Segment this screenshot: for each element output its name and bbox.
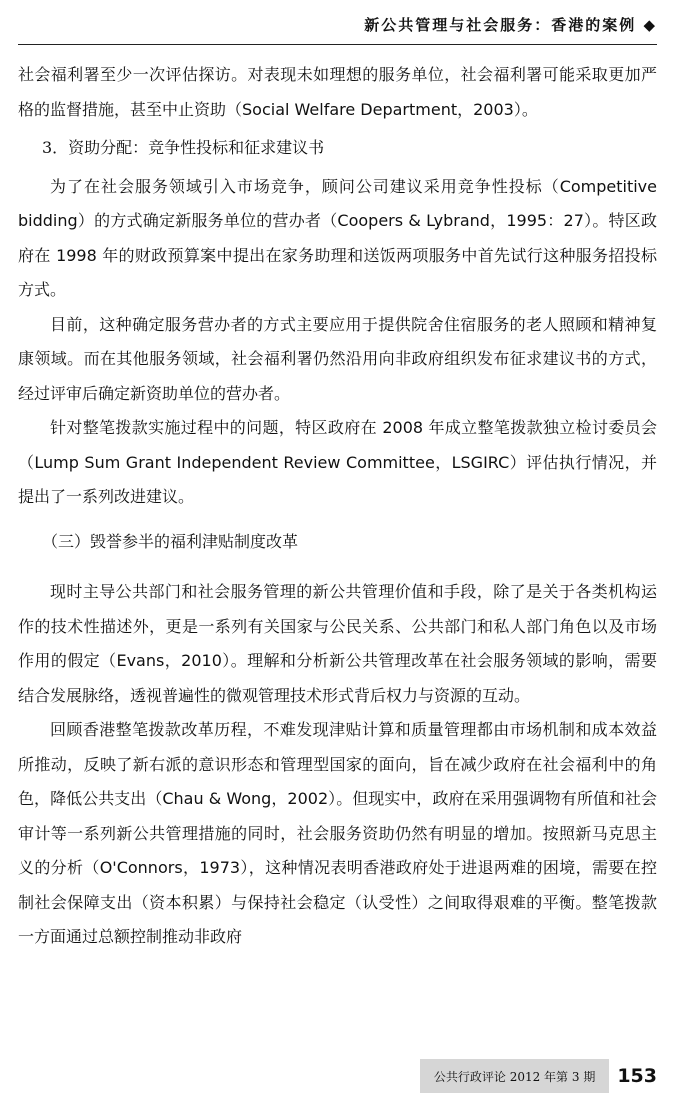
page-header [0,0,675,44]
subsection-heading: 3．资助分配：竞争性投标和征求建议书 [42,138,325,157]
article-body [18,58,657,955]
paragraph: 社会福利署至少一次评估探访。对表现未如理想的服务单位，社会福利署可能采取更加严格的监督措施，甚至中止资助（Social Welfare Department，2003）。 [18,65,657,119]
journal-issue: 公共行政评论 2012 年第 3 期 [420,1059,609,1093]
paragraph: 为了在社会服务领域引入市场竞争，顾问公司建议采用竞争性投标（Competitive bidding）的方式确定新服务单位的营办者（Coopers & Lybrand，1995：27）。特区政府在 1998 年的财政预算案中提出在家务助理和送饭两项服务中首先试行这种服务招投标方式。 [18,176,657,299]
paragraph: 针对整笔拨款实施过程中的问题，特区政府在 2008 年成立整笔拨款独立检讨委员会（Lump Sum Grant Independent Review Committee，LSGIRC）评估执行情况，并提出了一系列改进建议。 [18,418,657,506]
paragraph: 目前，这种确定服务营办者的方式主要应用于提供院舍住宿服务的老人照顾和精神复康领域。而在其他服务领域，社会福利署仍然沿用向非政府组织发布征求建议书的方式，经过评审后确定新资助单位的营办者。 [18,314,657,403]
section-heading: （三）毁誉参半的福利津贴制度改革 [42,531,299,551]
page-footer [420,1059,657,1093]
paragraph: 现时主导公共部门和社会服务管理的新公共管理价值和手段，除了是关于各类机构运作的技术性描述外，更是一系列有关国家与公民关系、公共部门和私人部门角色以及市场作用的假定（Evans，2010）。理解和分析新公共管理改革在社会服务领域的影响，需要结合发展脉络，透视普遍性的微观管理技术形式背后权力与资源的互动。 [18,582,657,705]
header-rule [18,44,657,45]
running-title: 新公共管理与社会服务：香港的案例 ◆ [364,16,657,34]
page-number: 153 [617,1065,657,1087]
paragraph: 回顾香港整笔拨款改革历程，不难发现津贴计算和质量管理都由市场机制和成本效益所推动，反映了新右派的意识形态和管理型国家的面向，旨在减少政府在社会福利中的角色，降低公共支出（Chau & Wong，2002）。但现实中，政府在采用强调物有所值和社会审计等一系列新公共管理措施的同时，社会服务资助仍然有明显的增加。按照新马克思主义的分析（O'Connors，1973），这种情况表明香港政府处于进退两难的困境，需要在控制社会保障支出（资本积累）与保持社会稳定（认受性）之间取得艰难的平衡。整笔拨款一方面通过总额控制推动非政府 [18,720,657,946]
